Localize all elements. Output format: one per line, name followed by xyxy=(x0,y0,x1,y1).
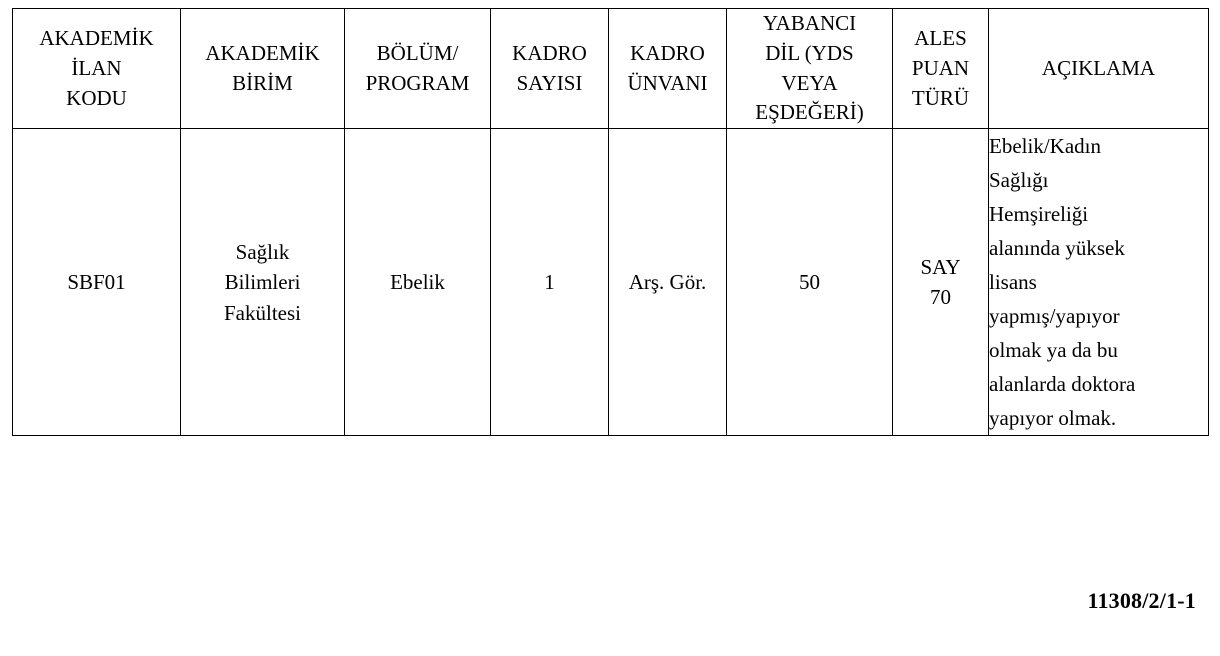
header-line: KADRO xyxy=(512,40,587,65)
document-number: 11308/2/1-1 xyxy=(1087,588,1196,613)
column-header-yabanci-dil xyxy=(727,9,893,129)
column-header-aciklama xyxy=(989,9,1209,129)
cell-yabanci-dil: 50 xyxy=(727,129,893,436)
cell-bolum-program: Ebelik xyxy=(345,129,491,436)
cell-akademik-birim xyxy=(181,129,345,436)
header-line: BÖLÜM/ xyxy=(376,40,459,65)
column-header-akademik-birim xyxy=(181,9,345,129)
cell-line: yapıyor olmak. xyxy=(989,406,1117,431)
cell-line: yapmış/yapıyor xyxy=(989,304,1120,329)
header-line: PUAN xyxy=(911,55,970,80)
cell-line: Hemşireliği xyxy=(989,202,1089,227)
cell-line: olmak ya da bu xyxy=(989,338,1118,363)
header-line: VEYA xyxy=(781,70,838,95)
header-line: ALES xyxy=(914,25,967,50)
header-line: YABANCI xyxy=(762,11,857,35)
header-line: TÜRÜ xyxy=(911,85,970,110)
header-line: İLAN xyxy=(71,55,122,80)
cell-aciklama xyxy=(989,129,1209,436)
cell-line: 70 xyxy=(930,285,951,310)
header-line: ÜNVANI xyxy=(627,70,708,95)
header-line: AKADEMİK xyxy=(39,25,154,50)
cell-ilan-kodu: SBF01 xyxy=(13,129,181,436)
column-header-ales-puan-turu xyxy=(893,9,989,129)
header-line: KODU xyxy=(66,85,127,110)
cell-kadro-unvani: Arş. Gör. xyxy=(609,129,727,436)
cell-line: Fakültesi xyxy=(224,300,301,325)
cell-line: lisans xyxy=(989,270,1037,295)
cell-line: Bilimleri xyxy=(224,270,301,295)
header-line: AKADEMİK xyxy=(205,40,320,65)
cell-ales xyxy=(893,129,989,436)
column-header-akademik-ilan-kodu xyxy=(13,9,181,129)
column-header-bolum-program xyxy=(345,9,491,129)
column-header-kadro-unvani xyxy=(609,9,727,129)
table-header xyxy=(13,9,1209,129)
header-row xyxy=(13,9,1209,129)
table-body xyxy=(13,129,1209,436)
cell-line: alanında yüksek xyxy=(989,236,1125,261)
column-header-kadro-sayisi xyxy=(491,9,609,129)
table-row xyxy=(13,129,1209,436)
header-line: BİRİM xyxy=(232,70,293,95)
cell-line: Sağlık xyxy=(235,239,290,264)
cell-line: SAY xyxy=(920,254,961,279)
header-line: PROGRAM xyxy=(365,70,470,95)
header-line: EŞDEĞERİ) xyxy=(755,100,864,125)
header-line: DİL (YDS xyxy=(765,40,854,65)
cell-line: alanlarda doktora xyxy=(989,372,1136,397)
header-line: KADRO xyxy=(630,40,705,65)
header-line: SAYISI xyxy=(516,70,583,95)
cell-line: Sağlığı xyxy=(989,168,1049,193)
cell-line: Ebelik/Kadın xyxy=(989,134,1101,159)
header-line: AÇIKLAMA xyxy=(1041,55,1156,80)
academic-positions-table xyxy=(12,8,1209,436)
cell-kadro-sayisi: 1 xyxy=(491,129,609,436)
document-page xyxy=(0,8,1220,656)
